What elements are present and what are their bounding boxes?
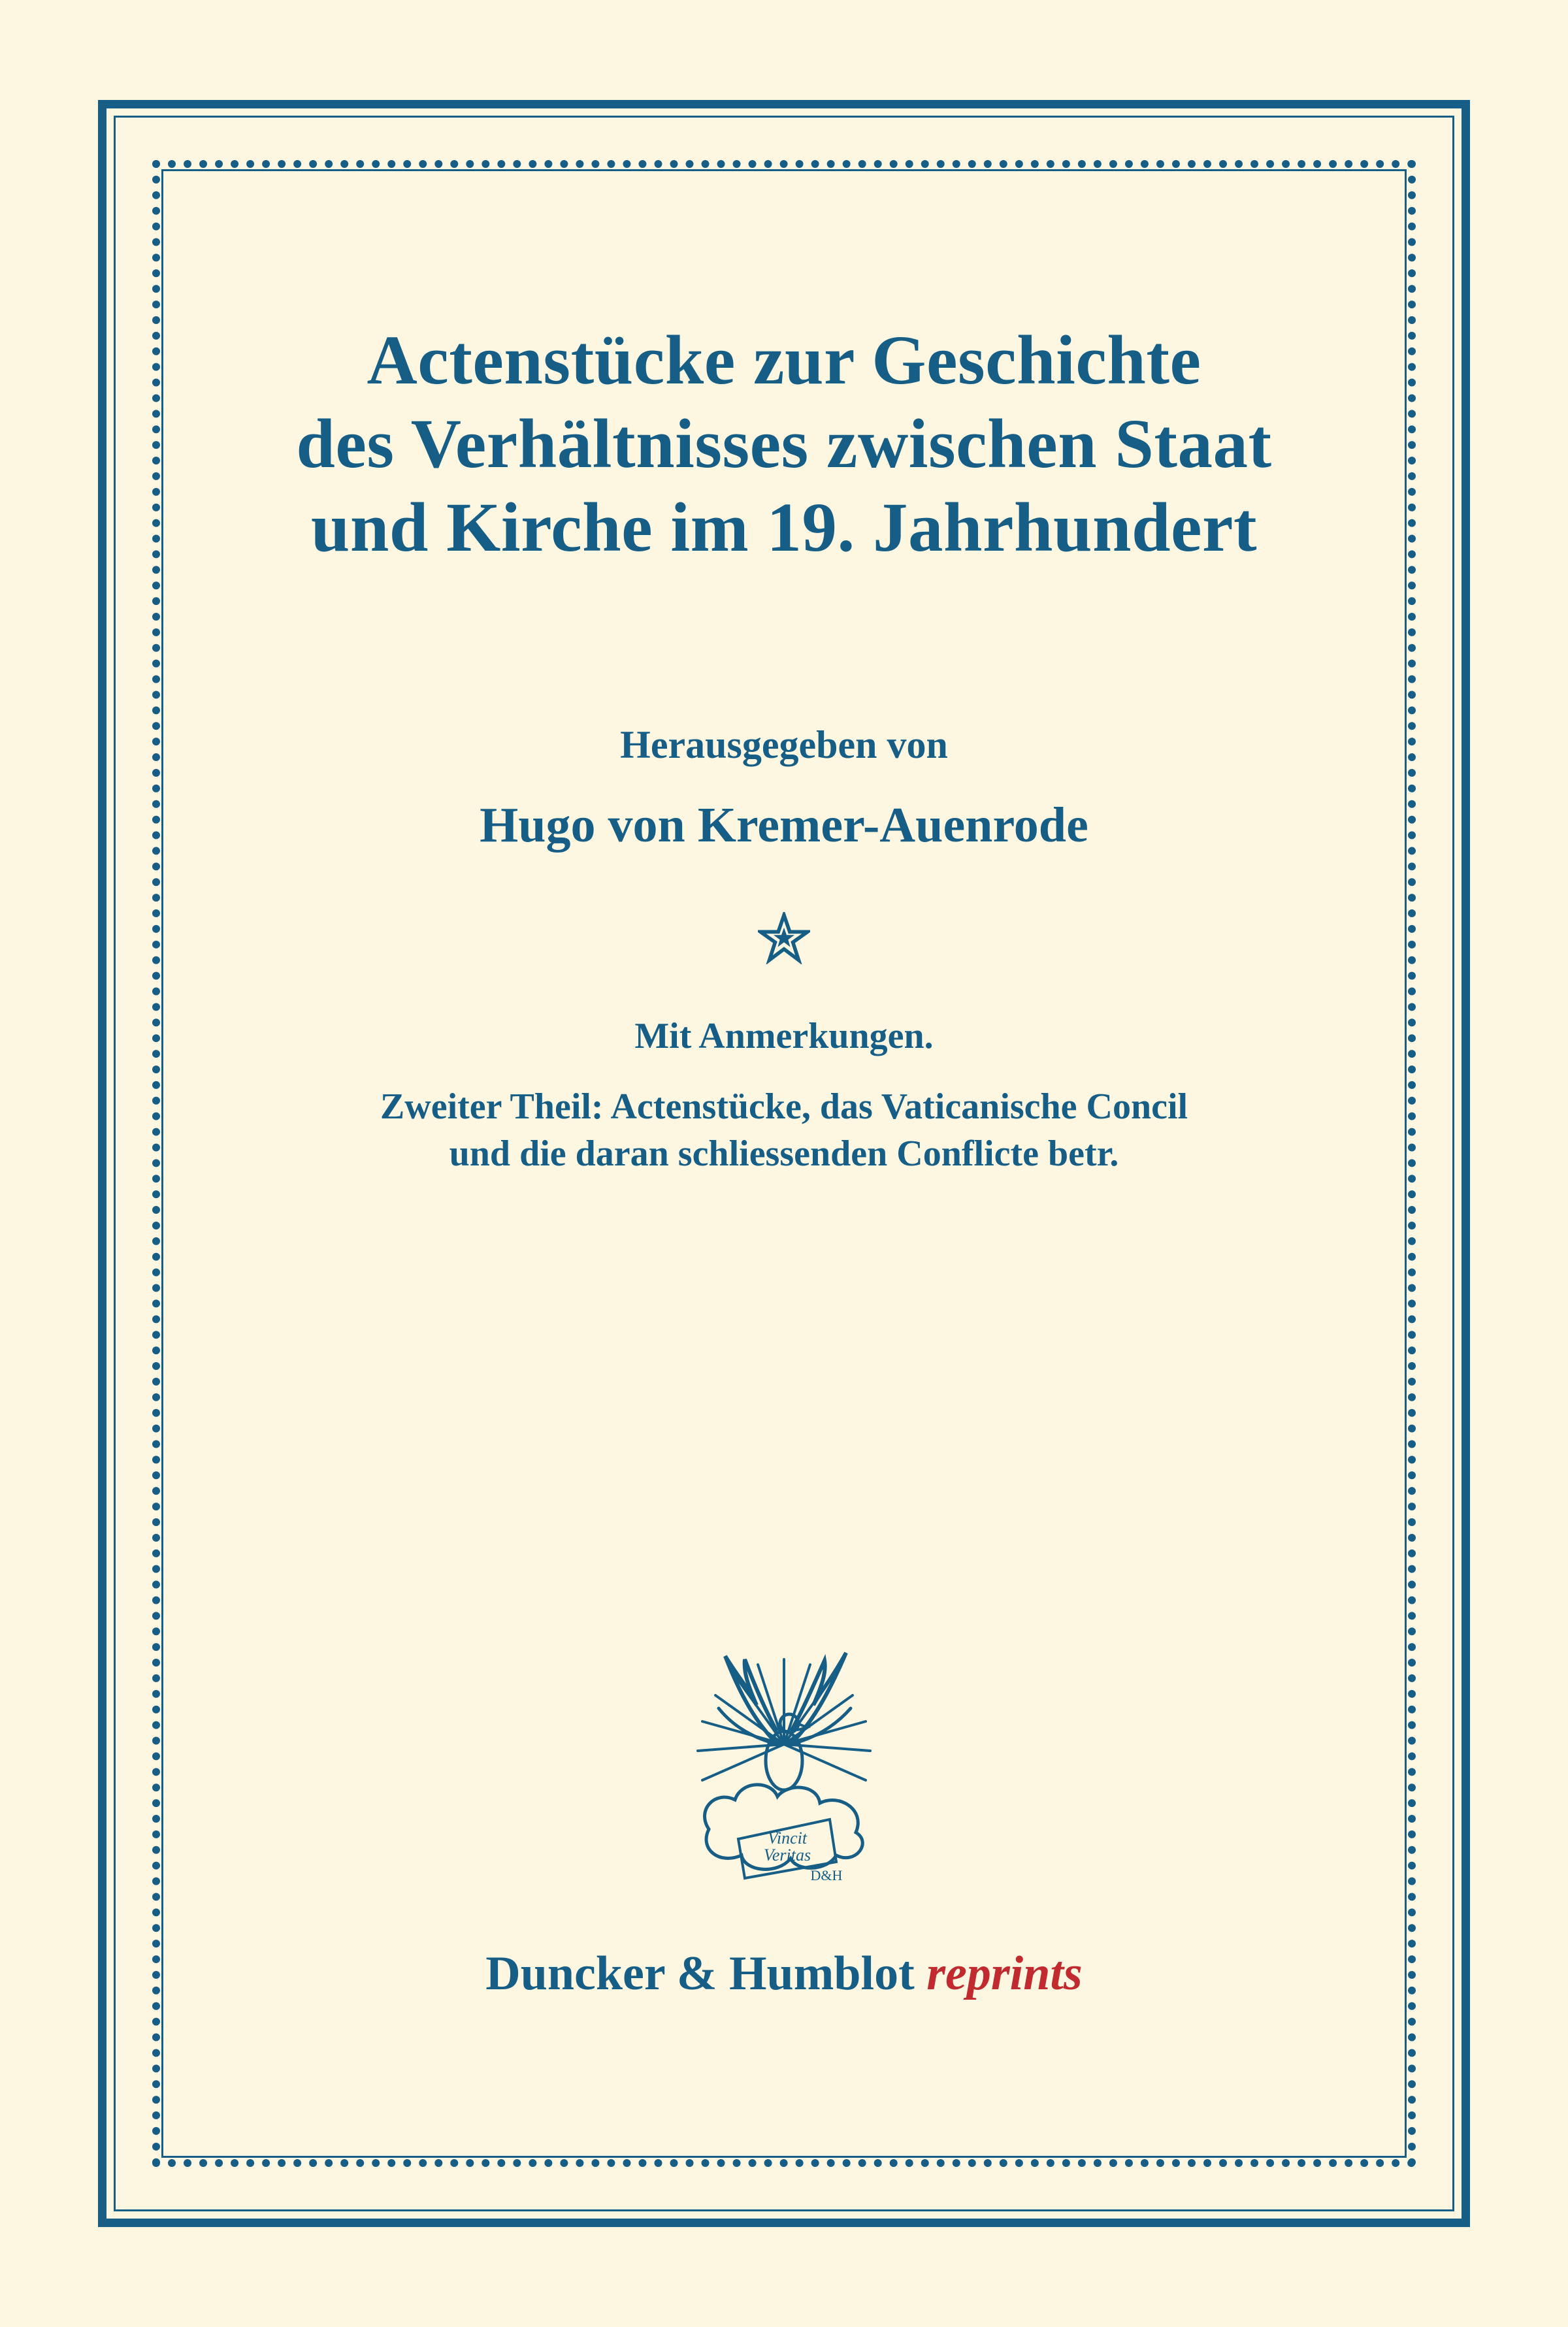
title-line-2: des Verhältnisses zwischen Staat xyxy=(296,406,1272,483)
notes-line-2: Zweiter Theil: Actenstücke, das Vaticanische Concil xyxy=(380,1086,1188,1127)
star-icon xyxy=(758,912,810,964)
notes-line-1: Mit Anmerkungen. xyxy=(634,1016,934,1056)
publisher-imprint xyxy=(196,1944,1372,2003)
logo-monogram: D&H xyxy=(810,1867,843,1883)
title-line-1: Actenstücke zur Geschichte xyxy=(367,322,1201,399)
title-line-3: und Kirche im 19. Jahrhundert xyxy=(310,489,1258,566)
publisher-name: Duncker & Humblot xyxy=(485,1947,915,2000)
eagle-emblem-icon xyxy=(679,1646,889,1895)
editor-name: Hugo von Kremer-Auenrode xyxy=(480,798,1088,853)
editor-label: Herausgegeben von xyxy=(620,723,948,766)
logo-motto-line-2: Veritas xyxy=(763,1846,811,1864)
logo-motto-line-1: Vincit xyxy=(767,1829,808,1847)
notes-line-3: und die daran schliessenden Conflicte betr. xyxy=(449,1133,1119,1174)
book-title xyxy=(196,319,1372,570)
subtitle-notes xyxy=(196,1013,1372,1177)
publisher-series: reprints xyxy=(926,1947,1083,2000)
